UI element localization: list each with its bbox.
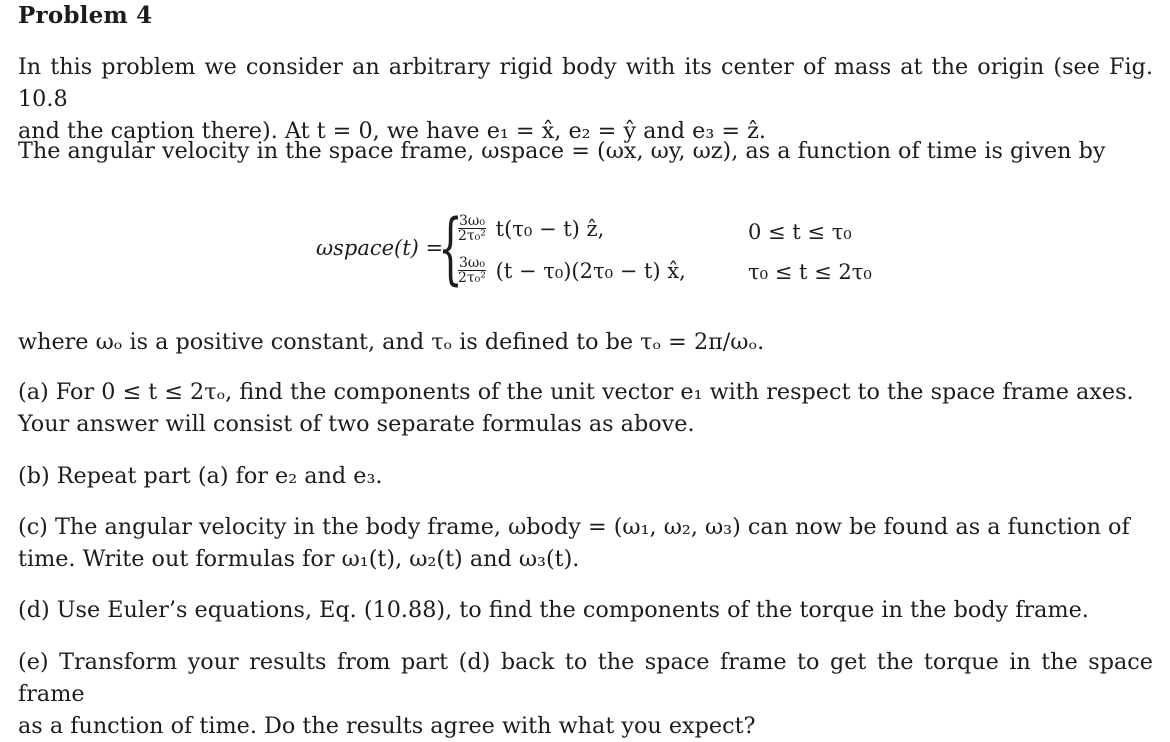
- equation-case-2: [458, 256, 686, 285]
- part-a-line-1: (a) For 0 ≤ t ≤ 2τₒ, find the components of the unit vector e₁ with respect to the space frame axes.: [18, 379, 1134, 405]
- left-brace: {: [438, 204, 463, 294]
- part-e: [18, 646, 1153, 742]
- case-1-expression: t(τ₀ − t) ẑ,: [495, 216, 605, 241]
- case-1-numerator: 3ω₀: [459, 213, 485, 229]
- part-b: [18, 460, 1153, 492]
- part-c-line-1: (c) The angular velocity in the body frame, ωbody = (ω₁, ω₂, ω₃) can now be found as a function of: [18, 514, 1130, 540]
- case-1-denominator: 2τ₀²: [458, 228, 486, 244]
- omega-space-equation: [298, 204, 918, 294]
- intro-line-2: and the caption there). At t = 0, we have e₁ = x̂, e₂ = ŷ and e₃ = ẑ.: [18, 118, 766, 144]
- case-2-fraction: [458, 256, 486, 285]
- case-2-expression: (t − τ₀)(2τ₀ − t) x̂,: [495, 258, 686, 283]
- part-a: [18, 376, 1153, 440]
- problem-title: Problem 4: [18, 2, 153, 29]
- case-2-condition: τ₀ ≤ t ≤ 2τ₀: [748, 260, 872, 284]
- case-2-numerator: 3ω₀: [459, 255, 485, 271]
- case-1-condition: 0 ≤ t ≤ τ₀: [748, 220, 852, 244]
- part-d-line: (d) Use Euler’s equations, Eq. (10.88), to find the components of the torque in the body frame.: [18, 597, 1089, 623]
- where-line: where ωₒ is a positive constant, and τₒ is defined to be τₒ = 2π/ωₒ.: [18, 329, 765, 355]
- case-1-fraction: [458, 214, 486, 243]
- equation-case-1: [458, 214, 604, 243]
- part-c-line-2: time. Write out formulas for ω₁(t), ω₂(t) and ω₃(t).: [18, 546, 580, 572]
- intro-line-1: In this problem we consider an arbitrary rigid body with its center of mass at the origin (see Fig. 10.8: [18, 54, 1153, 112]
- equation-lhs: ωspace(t) =: [316, 236, 444, 260]
- angular-velocity-line: The angular velocity in the space frame, ωspace = (ωx, ωy, ωz), as a function of time is given by: [18, 138, 1106, 164]
- angular-velocity-paragraph: [18, 135, 1153, 167]
- part-b-line: (b) Repeat part (a) for e₂ and e₃.: [18, 463, 383, 489]
- part-d: [18, 594, 1153, 626]
- where-paragraph: [18, 326, 1153, 358]
- part-e-line-2: as a function of time. Do the results agree with what you expect?: [18, 713, 756, 739]
- part-a-line-2: Your answer will consist of two separate formulas as above.: [18, 411, 695, 437]
- intro-paragraph: [18, 51, 1153, 147]
- part-e-line-1: (e) Transform your results from part (d) back to the space frame to get the torque in the space frame: [18, 649, 1153, 707]
- case-2-denominator: 2τ₀²: [458, 270, 486, 286]
- part-c: [18, 511, 1153, 575]
